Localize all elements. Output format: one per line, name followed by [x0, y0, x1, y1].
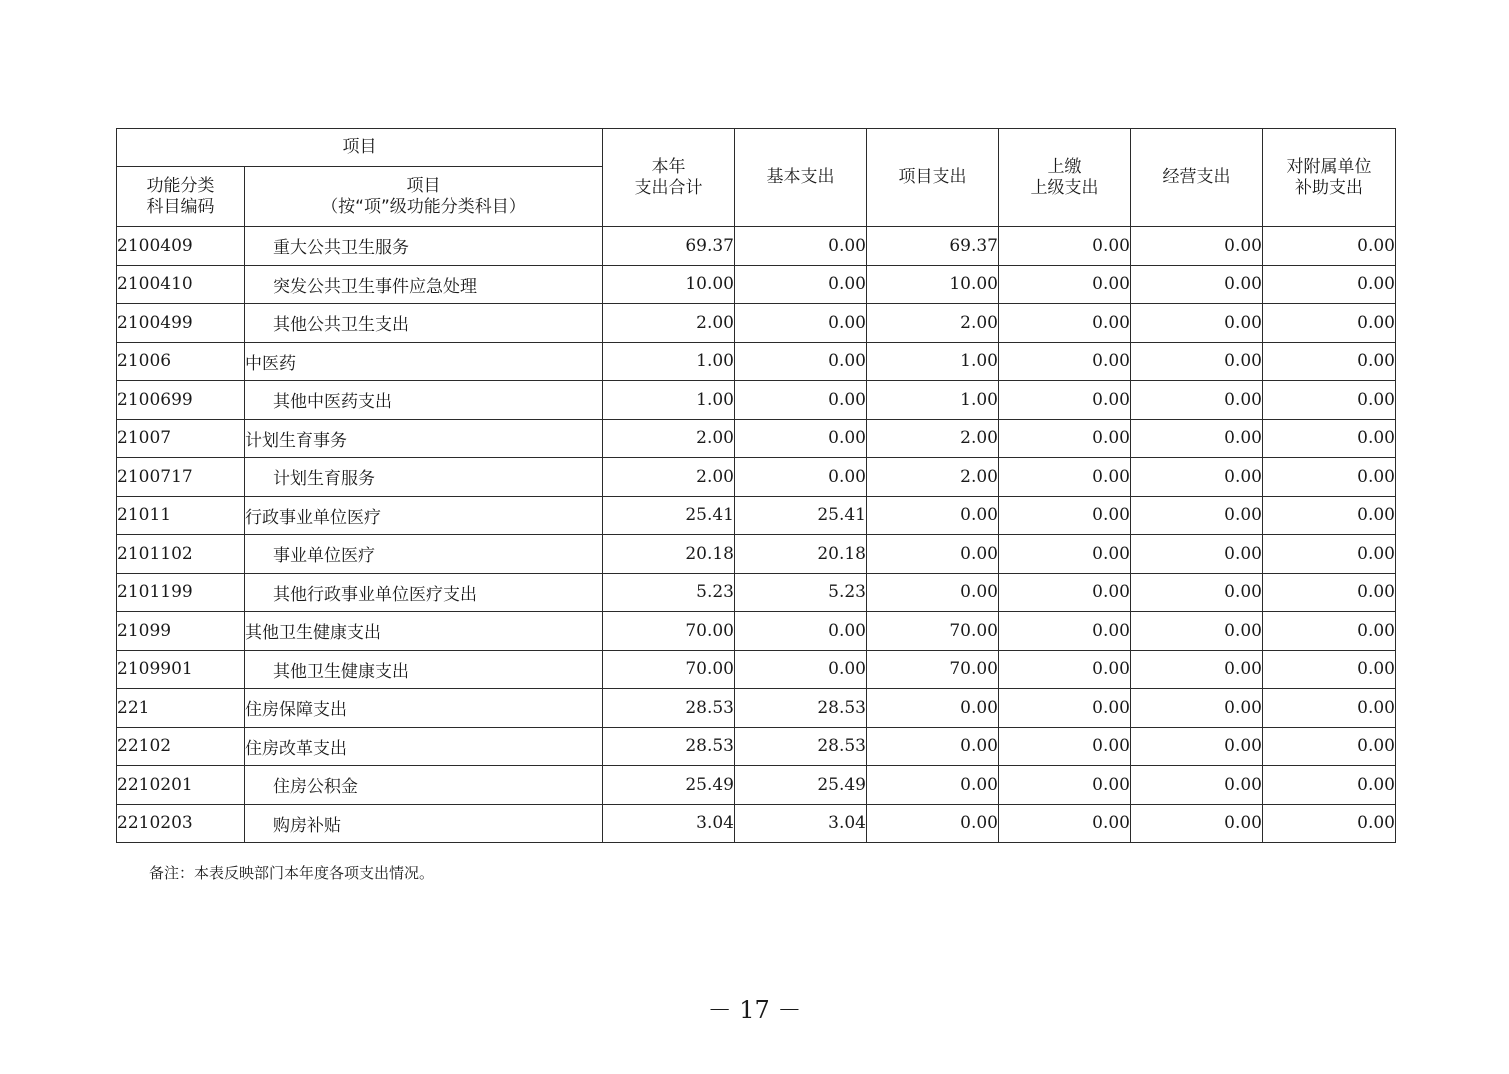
header-total [603, 129, 735, 227]
expenditure-table [116, 128, 1396, 843]
row-code: 2109901 [117, 650, 245, 689]
row-name: 其他中医药支出 [245, 381, 603, 420]
row-basic: 0.00 [735, 458, 867, 497]
row-code: 22102 [117, 727, 245, 766]
row-basic: 5.23 [735, 573, 867, 612]
row-subsidy: 0.00 [1263, 496, 1396, 535]
row-subsidy: 0.00 [1263, 573, 1396, 612]
table-row [117, 612, 1396, 651]
row-basic: 28.53 [735, 689, 867, 728]
row-total: 1.00 [603, 381, 735, 420]
table-row [117, 727, 1396, 766]
row-name: 行政事业单位医疗 [245, 496, 603, 535]
header-project: 项目支出 [867, 129, 999, 227]
header-group-item: 项目 [117, 129, 603, 167]
header-total-line2: 支出合计 [634, 177, 703, 198]
row-basic: 0.00 [735, 381, 867, 420]
row-project: 0.00 [867, 689, 999, 728]
row-basic: 3.04 [735, 804, 867, 843]
row-basic: 25.49 [735, 766, 867, 805]
row-basic: 0.00 [735, 419, 867, 458]
table-row [117, 573, 1396, 612]
row-business: 0.00 [1131, 573, 1263, 612]
row-total: 2.00 [603, 304, 735, 343]
row-name: 购房补贴 [245, 804, 603, 843]
table-row [117, 804, 1396, 843]
row-name: 住房公积金 [245, 766, 603, 805]
row-subsidy: 0.00 [1263, 612, 1396, 651]
row-project: 70.00 [867, 612, 999, 651]
table-row [117, 496, 1396, 535]
row-total: 25.41 [603, 496, 735, 535]
row-business: 0.00 [1131, 689, 1263, 728]
row-upper: 0.00 [999, 727, 1131, 766]
row-name: 住房保障支出 [245, 689, 603, 728]
row-project: 1.00 [867, 381, 999, 420]
row-project: 0.00 [867, 535, 999, 574]
header-code-line2: 科目编码 [146, 196, 215, 217]
row-code: 2100499 [117, 304, 245, 343]
header-subsidy-line2: 补助支出 [1295, 177, 1363, 198]
row-code: 2100717 [117, 458, 245, 497]
table-row [117, 265, 1396, 304]
table-body [117, 227, 1396, 843]
row-basic: 0.00 [735, 342, 867, 381]
header-code [117, 167, 245, 227]
row-name: 重大公共卫生服务 [245, 227, 603, 266]
table-row [117, 766, 1396, 805]
row-subsidy: 0.00 [1263, 419, 1396, 458]
row-subsidy: 0.00 [1263, 458, 1396, 497]
row-business: 0.00 [1131, 496, 1263, 535]
table-row [117, 419, 1396, 458]
row-basic: 25.41 [735, 496, 867, 535]
row-upper: 0.00 [999, 689, 1131, 728]
row-code: 2100409 [117, 227, 245, 266]
header-subsidy [1263, 129, 1396, 227]
row-upper: 0.00 [999, 804, 1131, 843]
row-subsidy: 0.00 [1263, 381, 1396, 420]
row-total: 28.53 [603, 727, 735, 766]
table-row [117, 689, 1396, 728]
row-code: 2101199 [117, 573, 245, 612]
row-total: 70.00 [603, 650, 735, 689]
row-upper: 0.00 [999, 535, 1131, 574]
table-row [117, 342, 1396, 381]
header-code-line1: 功能分类 [146, 175, 215, 196]
row-business: 0.00 [1131, 381, 1263, 420]
row-total: 10.00 [603, 265, 735, 304]
row-business: 0.00 [1131, 304, 1263, 343]
header-name [245, 167, 603, 227]
row-code: 21007 [117, 419, 245, 458]
row-name: 其他公共卫生支出 [245, 304, 603, 343]
row-upper: 0.00 [999, 458, 1131, 497]
table-row [117, 535, 1396, 574]
header-basic: 基本支出 [735, 129, 867, 227]
row-upper: 0.00 [999, 381, 1131, 420]
row-code: 21099 [117, 612, 245, 651]
row-upper: 0.00 [999, 419, 1131, 458]
table-row [117, 381, 1396, 420]
row-business: 0.00 [1131, 265, 1263, 304]
row-project: 0.00 [867, 573, 999, 612]
row-project: 0.00 [867, 804, 999, 843]
table-row [117, 650, 1396, 689]
row-name: 住房改革支出 [245, 727, 603, 766]
row-name: 事业单位医疗 [245, 535, 603, 574]
header-upper [999, 129, 1131, 227]
row-name: 中医药 [245, 342, 603, 381]
row-code: 21006 [117, 342, 245, 381]
row-code: 2100410 [117, 265, 245, 304]
row-business: 0.00 [1131, 650, 1263, 689]
row-project: 10.00 [867, 265, 999, 304]
row-subsidy: 0.00 [1263, 304, 1396, 343]
expenditure-table-container [116, 128, 1395, 843]
row-total: 3.04 [603, 804, 735, 843]
row-subsidy: 0.00 [1263, 342, 1396, 381]
header-business: 经营支出 [1131, 129, 1263, 227]
row-project: 2.00 [867, 304, 999, 343]
row-upper: 0.00 [999, 342, 1131, 381]
row-total: 5.23 [603, 573, 735, 612]
row-business: 0.00 [1131, 804, 1263, 843]
row-business: 0.00 [1131, 535, 1263, 574]
row-basic: 0.00 [735, 612, 867, 651]
row-upper: 0.00 [999, 227, 1131, 266]
row-total: 2.00 [603, 419, 735, 458]
row-subsidy: 0.00 [1263, 227, 1396, 266]
row-total: 20.18 [603, 535, 735, 574]
row-subsidy: 0.00 [1263, 804, 1396, 843]
row-business: 0.00 [1131, 766, 1263, 805]
row-basic: 0.00 [735, 265, 867, 304]
row-name: 其他卫生健康支出 [245, 650, 603, 689]
row-upper: 0.00 [999, 612, 1131, 651]
header-upper-line1: 上缴 [1047, 156, 1082, 177]
row-subsidy: 0.00 [1263, 727, 1396, 766]
row-project: 69.37 [867, 227, 999, 266]
row-total: 1.00 [603, 342, 735, 381]
row-subsidy: 0.00 [1263, 689, 1396, 728]
row-name: 计划生育事务 [245, 419, 603, 458]
table-header [117, 129, 1396, 227]
row-upper: 0.00 [999, 766, 1131, 805]
table-row [117, 304, 1396, 343]
header-name-line1: 项目 [406, 175, 441, 196]
row-basic: 0.00 [735, 227, 867, 266]
row-upper: 0.00 [999, 650, 1131, 689]
row-name: 其他卫生健康支出 [245, 612, 603, 651]
row-upper: 0.00 [999, 496, 1131, 535]
row-basic: 28.53 [735, 727, 867, 766]
header-upper-line2: 上级支出 [1030, 177, 1099, 198]
row-name: 其他行政事业单位医疗支出 [245, 573, 603, 612]
row-code: 221 [117, 689, 245, 728]
row-code: 2210201 [117, 766, 245, 805]
page-number: － 17 － [707, 996, 802, 1024]
row-business: 0.00 [1131, 458, 1263, 497]
row-subsidy: 0.00 [1263, 265, 1396, 304]
row-subsidy: 0.00 [1263, 535, 1396, 574]
table-row [117, 458, 1396, 497]
row-code: 2100699 [117, 381, 245, 420]
row-business: 0.00 [1131, 612, 1263, 651]
row-business: 0.00 [1131, 227, 1263, 266]
row-code: 21011 [117, 496, 245, 535]
row-project: 0.00 [867, 766, 999, 805]
row-total: 25.49 [603, 766, 735, 805]
row-business: 0.00 [1131, 419, 1263, 458]
table-row [117, 227, 1396, 266]
row-project: 2.00 [867, 458, 999, 497]
row-upper: 0.00 [999, 304, 1131, 343]
row-total: 69.37 [603, 227, 735, 266]
row-project: 0.00 [867, 496, 999, 535]
row-name: 突发公共卫生事件应急处理 [245, 265, 603, 304]
header-row-top [117, 129, 1396, 167]
row-code: 2210203 [117, 804, 245, 843]
row-basic: 0.00 [735, 304, 867, 343]
row-code: 2101102 [117, 535, 245, 574]
row-upper: 0.00 [999, 265, 1131, 304]
row-subsidy: 0.00 [1263, 650, 1396, 689]
row-project: 70.00 [867, 650, 999, 689]
row-total: 70.00 [603, 612, 735, 651]
row-upper: 0.00 [999, 573, 1131, 612]
row-subsidy: 0.00 [1263, 766, 1396, 805]
row-business: 0.00 [1131, 727, 1263, 766]
row-business: 0.00 [1131, 342, 1263, 381]
header-total-line1: 本年 [651, 156, 686, 177]
header-subsidy-line1: 对附属单位 [1286, 156, 1372, 177]
row-project: 2.00 [867, 419, 999, 458]
row-project: 0.00 [867, 727, 999, 766]
table-note: 备注：本表反映部门本年度各项支出情况。 [149, 864, 435, 882]
row-total: 2.00 [603, 458, 735, 497]
row-total: 28.53 [603, 689, 735, 728]
row-basic: 20.18 [735, 535, 867, 574]
header-name-line2: （按“项”级功能分类科目） [321, 196, 526, 217]
row-name: 计划生育服务 [245, 458, 603, 497]
row-project: 1.00 [867, 342, 999, 381]
row-basic: 0.00 [735, 650, 867, 689]
